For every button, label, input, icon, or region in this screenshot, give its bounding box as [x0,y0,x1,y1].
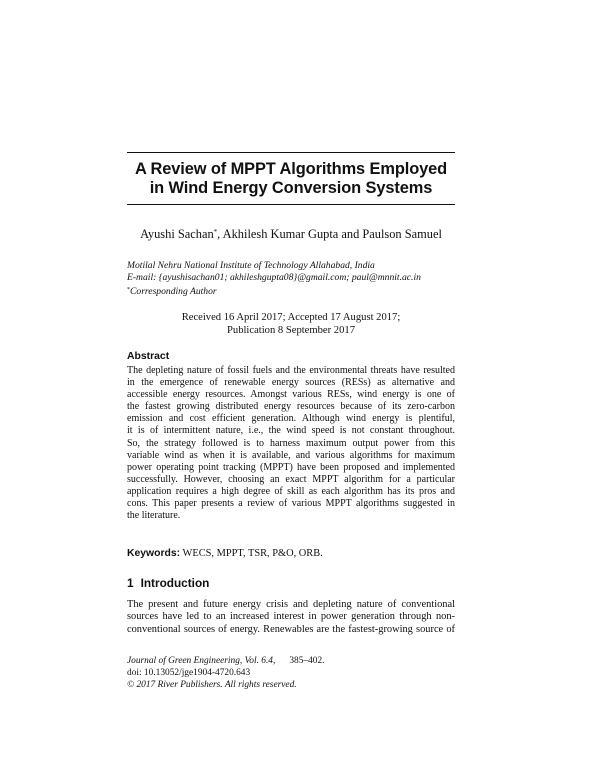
corresponding-mark: * [127,287,130,294]
title-line-1: A Review of MPPT Algorithms Employed [134,160,448,178]
footer-pages: 385–402. [289,656,325,666]
introduction-text [127,599,455,636]
affiliation-block [127,260,467,299]
intro-line: sources have led to an increased interest in power generation through non- [127,611,455,623]
footer-copyright: © 2017 River Publishers. All rights reserved. [127,679,297,690]
affiliation-email: E-mail: {ayushisachan01; akhileshgupta08}@gmail.com; paul@mnnit.ac.in [127,272,421,284]
abstract-line: application requires a high degree of skill as each algorithm has its pros and [127,485,455,497]
abstract-line: accessible energy resources. Amongst various RESs, wind energy is one of [127,389,455,401]
publication-dates [127,311,455,337]
intro-line: conventional sources of energy. Renewables are the fastest-growing source of [127,623,455,635]
abstract-line: power operating point tracking (MPPT) have been proposed and implemented [127,461,455,473]
title-rule-top [127,152,455,153]
corresponding-label: Corresponding Author [130,286,217,298]
abstract-line: it is of intermittent nature, i.e., the wind speed is not constant throughout. [127,425,455,437]
paper-title [127,160,455,198]
abstract-line: So, the strategy followed is to harness maximum output power from this [127,437,455,449]
abstract-line: the literature. [127,510,181,522]
abstract-line: cons. This paper presents a review of various MPPT algorithms suggested in [127,498,455,510]
section-title: Introduction [140,576,210,590]
corresponding-author [127,284,467,298]
dates-line-2: Publication 8 September 2017 [227,325,355,336]
keywords-label: Keywords: [127,548,181,559]
journal-footer [127,656,457,692]
abstract-heading: Abstract [127,351,170,362]
keywords [127,548,455,559]
abstract-line: in the emergence of renewable energy sources (RESs) as alternative and [127,377,455,389]
intro-line: The present and future energy crisis and depleting nature of conventional [127,599,455,610]
abstract-line: The depleting nature of fossil fuels and the environmental threats have resulted [127,365,455,376]
footer-journal: Journal of Green Engineering, Vol. 6.4, [127,656,276,666]
abstract-line: the fastest growing distributed energy resources because of its zero-carbon [127,401,455,413]
author-first-mark: * [213,228,218,236]
abstract-line: variable wind as when it is available, and various algorithms for maximum [127,449,455,461]
footer-doi: doi: 10.13052/jge1904-4720.643 [127,667,251,678]
affiliation-institute: Motilal Nehru National Institute of Technology Allahabad, India [127,260,375,271]
keywords-list: WECS, MPPT, TSR, P&O, ORB. [180,548,323,559]
abstract-text [127,365,455,522]
title-line-2: in Wind Energy Conversion Systems [149,179,433,197]
footer-journal-line [127,656,457,668]
author-rest: , Akhilesh Kumar Gupta and Paulson Samuel [217,227,442,241]
abstract-line: successfully. However, choosing an exact MPPT algorithm for a particular [127,473,455,485]
title-rule-bottom [127,204,455,205]
section-number: 1 [127,576,134,590]
section-heading-introduction [127,576,209,590]
author-list [127,225,455,242]
abstract-line: emission and cost efficient generation. Although wind energy is plentiful, [127,413,455,425]
author-first: Ayushi Sachan [140,227,214,241]
dates-line-1: Received 16 April 2017; Accepted 17 August 2017; [181,312,401,323]
